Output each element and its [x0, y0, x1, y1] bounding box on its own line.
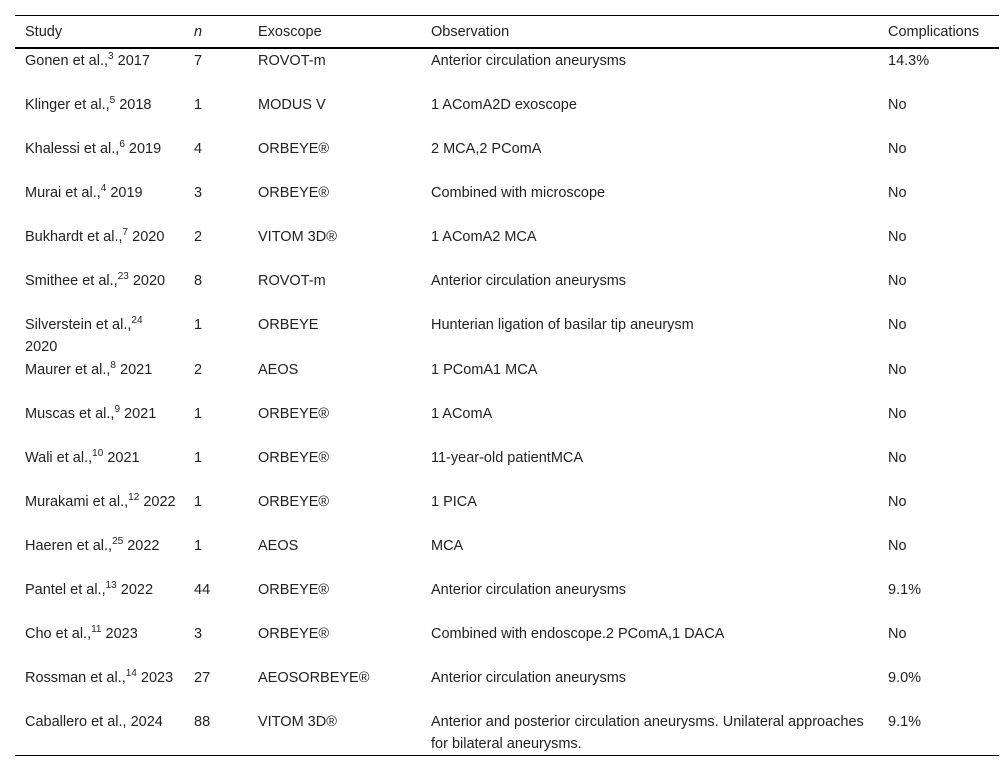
reference-number: 12	[128, 492, 140, 504]
reference-number: 14	[125, 668, 137, 680]
study-year: 2022	[127, 538, 160, 554]
header-n: n	[194, 24, 203, 40]
study-year: 2020	[132, 273, 166, 289]
n-cell: 3	[194, 185, 203, 201]
n-cell: 27	[194, 670, 211, 686]
reference-number: 7	[122, 227, 129, 239]
study-cell	[15, 534, 184, 578]
header-exoscope: Exoscope	[258, 24, 322, 40]
reference-number: 11	[91, 624, 102, 636]
study-year: 2020	[132, 229, 165, 245]
study-author: Cho et al.,	[25, 626, 92, 642]
table-row	[15, 269, 999, 313]
reference-number: 24	[131, 315, 143, 327]
table-row	[15, 622, 999, 666]
reference-number: 3	[108, 51, 114, 63]
study-cell	[15, 358, 184, 402]
exoscope-studies-table	[15, 15, 999, 756]
study-cell	[15, 446, 184, 490]
study-year: 2022	[120, 582, 154, 598]
n-cell: 2	[194, 362, 203, 378]
n-cell: 1	[194, 450, 203, 466]
study-author: Khalessi et al.,	[25, 141, 120, 157]
complications-cell: No	[888, 185, 907, 201]
exoscope-cell: ORBEYE®	[258, 626, 330, 642]
header-observation: Observation	[431, 24, 510, 40]
reference-number: 9	[114, 404, 121, 416]
study-year: 2017	[117, 53, 150, 69]
n-cell: 1	[194, 97, 203, 113]
study-cell	[15, 48, 184, 93]
complications-cell: No	[888, 317, 907, 333]
complications-cell: No	[888, 494, 907, 510]
exoscope-cell: MODUS V	[258, 97, 326, 113]
observation-cell: 1 AComA2 MCA	[431, 229, 537, 245]
study-cell	[15, 137, 184, 181]
study-cell	[15, 622, 184, 666]
table-row	[15, 137, 999, 181]
header-study: Study	[25, 24, 63, 40]
study-year: 2019	[128, 141, 162, 157]
complications-cell: No	[888, 538, 907, 554]
table-row	[15, 446, 999, 490]
exoscope-cell: ORBEYE®	[258, 582, 330, 598]
n-cell: 3	[194, 626, 203, 642]
study-author: Murakami et al.,	[25, 494, 129, 510]
study-year: 2023	[140, 670, 174, 686]
n-cell: 44	[194, 582, 211, 598]
study-author: Smithee et al.,	[25, 273, 118, 289]
complications-cell: No	[888, 362, 907, 378]
exoscope-cell: ORBEYE®	[258, 141, 330, 157]
table-row	[15, 225, 999, 269]
observation-cell: Anterior and posterior circulation aneurysms. Unilateral approaches for bilateral aneurysms.	[431, 714, 864, 752]
study-cell	[15, 490, 184, 534]
exoscope-cell: ORBEYE	[258, 317, 319, 333]
complications-cell: No	[888, 141, 907, 157]
study-cell	[15, 402, 184, 446]
complications-cell: No	[888, 450, 907, 466]
study-cell	[15, 578, 184, 622]
observation-cell: MCA	[431, 538, 464, 554]
exoscope-cell: AEOS	[258, 538, 299, 554]
observation-cell: Anterior circulation aneurysms	[431, 53, 627, 69]
table-row	[15, 710, 999, 756]
observation-cell: 1 AComA	[431, 406, 493, 422]
observation-cell: 1 PICA	[431, 494, 477, 510]
study-year: 2024	[130, 714, 163, 730]
table-header-row	[15, 16, 999, 49]
complications-cell: 9.1%	[888, 582, 922, 598]
n-cell: 8	[194, 273, 203, 289]
complications-cell: No	[888, 229, 907, 245]
observation-cell: Anterior circulation aneurysms	[431, 582, 627, 598]
study-year: 2018	[119, 97, 152, 113]
reference-number: 5	[109, 95, 116, 107]
header-complications: Complications	[888, 24, 980, 40]
study-author: Caballero et al.,	[25, 714, 127, 730]
table-row	[15, 490, 999, 534]
complications-cell: No	[888, 273, 907, 289]
study-year: 2021	[124, 406, 157, 422]
n-cell: 1	[194, 406, 203, 422]
observation-cell: Anterior circulation aneurysms	[431, 273, 627, 289]
study-year: 2021	[107, 450, 140, 466]
table-row	[15, 402, 999, 446]
table-row	[15, 48, 999, 93]
reference-number: 4	[100, 183, 107, 195]
n-cell: 88	[194, 714, 211, 730]
study-author: Silverstein et al.,	[25, 317, 132, 333]
reference-number: 6	[119, 139, 125, 151]
study-year: 2019	[110, 185, 143, 201]
exoscope-cell: ORBEYE®	[258, 494, 330, 510]
table-row	[15, 578, 999, 622]
n-cell: 7	[194, 53, 203, 69]
complications-cell: 9.1%	[888, 714, 922, 730]
exoscope-cell: ORBEYE®	[258, 185, 330, 201]
exoscope-cell: AEOSORBEYE®	[258, 670, 370, 686]
exoscope-cell: ROVOT-m	[258, 273, 326, 289]
study-author: Rossman et al.,	[25, 670, 126, 686]
observation-cell: Combined with microscope	[431, 185, 606, 201]
study-cell	[15, 181, 184, 225]
observation-cell: 1 PComA1 MCA	[431, 362, 538, 378]
exoscope-cell: ORBEYE®	[258, 406, 330, 422]
study-cell	[15, 93, 184, 137]
table-row	[15, 666, 999, 710]
reference-number: 25	[112, 536, 124, 548]
exoscope-cell: ROVOT-m	[258, 53, 326, 69]
table-row	[15, 313, 999, 358]
observation-cell: Combined with endoscope.2 PComA,1 DACA	[431, 626, 725, 642]
n-cell: 4	[194, 141, 203, 157]
complications-cell: No	[888, 406, 907, 422]
study-cell	[15, 710, 184, 756]
study-cell	[15, 666, 184, 710]
n-cell: 2	[194, 229, 203, 245]
observation-cell: 1 AComA2D exoscope	[431, 97, 577, 113]
observation-cell: Anterior circulation aneurysms	[431, 670, 627, 686]
study-author: Gonen et al.,	[25, 53, 109, 69]
study-year: 2020	[25, 339, 58, 355]
complications-cell: 9.0%	[888, 670, 922, 686]
study-year: 2023	[105, 626, 138, 642]
study-author: Murai et al.,	[25, 185, 101, 201]
exoscope-cell: ORBEYE®	[258, 450, 330, 466]
reference-number: 13	[105, 580, 117, 592]
table-row	[15, 181, 999, 225]
table-row	[15, 93, 999, 137]
study-author: Maurer et al.,	[25, 362, 111, 378]
study-author: Bukhardt et al.,	[25, 229, 123, 245]
reference-number: 10	[92, 448, 104, 460]
study-author: Pantel et al.,	[25, 582, 106, 598]
n-cell: 1	[194, 538, 203, 554]
study-author: Klinger et al.,	[25, 97, 110, 113]
study-author: Muscas et al.,	[25, 406, 115, 422]
reference-number: 23	[117, 271, 129, 283]
exoscope-cell: VITOM 3D®	[258, 714, 337, 730]
observation-cell: 11-year-old patientMCA	[431, 450, 584, 466]
complications-cell: 14.3%	[888, 53, 930, 69]
complications-cell: No	[888, 97, 907, 113]
study-cell	[15, 269, 184, 313]
observation-cell: Hunterian ligation of basilar tip aneurysm	[431, 317, 694, 333]
study-cell	[15, 313, 184, 358]
study-author: Wali et al.,	[25, 450, 93, 466]
observation-cell: 2 MCA,2 PComA	[431, 141, 542, 157]
n-cell: 1	[194, 317, 203, 333]
exoscope-cell: AEOS	[258, 362, 299, 378]
exoscope-cell: VITOM 3D®	[258, 229, 337, 245]
complications-cell: No	[888, 626, 907, 642]
table-row	[15, 358, 999, 402]
study-year: 2021	[120, 362, 153, 378]
reference-number: 8	[110, 360, 116, 372]
study-year: 2022	[143, 494, 176, 510]
study-author: Haeren et al.,	[25, 538, 113, 554]
n-cell: 1	[194, 494, 203, 510]
table-row	[15, 534, 999, 578]
study-cell	[15, 225, 184, 269]
